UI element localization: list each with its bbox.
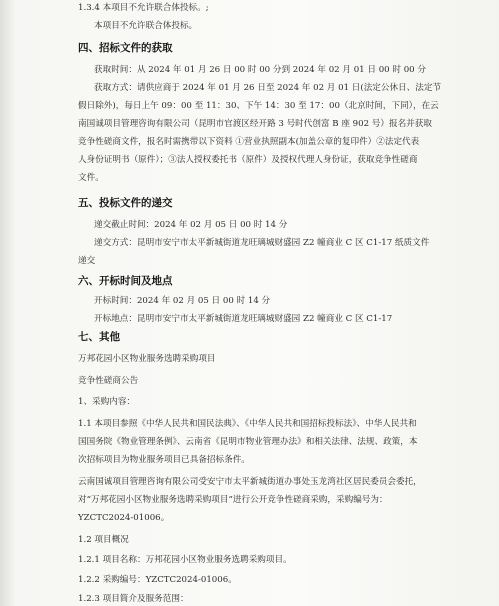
acquisition-method-line-2: 假日除外)，每日上午 09：00 至 11：30、下午 14：30 至 17：00（北京时间，下同），在云 (78, 101, 439, 111)
acquisition-method-line-5: 人身份证明书（原件）；③法人授权委托书（原件）及授权代理人身份证，获取竞争性磋商 (78, 155, 418, 165)
opening-location: 开标地点：昆明市安宁市太平新城街道龙旺璃城财盛园 Z2 幢商业 C 区 C1-17 (94, 314, 393, 324)
clause-1-1-line-2: 国国务院《物业管理条例》、云南省《昆明市物业管理办法》和相关法律、法规、政策，本 (78, 437, 418, 447)
acquisition-method-line-1: 获取方式：请供应商于 2024 年 01 月 26 日至 2024 年 02 月 01 日(法定公休日、法定节 (94, 83, 442, 93)
project-title: 万邦花园小区物业服务选聘采购项目 (78, 354, 216, 364)
no-consortium-text: 本项目不允许联合体投标。 (94, 21, 198, 31)
commission-line-1: 云南国诚项目管理咨询有限公司受安宁市太平新城街道办事处玉龙湾社区居民委员会委托， (78, 477, 422, 487)
clause-1-2-3: 1.2.3 项目简介及服务范围： (78, 594, 189, 604)
clause-1-2-heading: 1.2 项目概况 (78, 535, 129, 545)
heading-section-4: 四、招标文件的获取 (78, 42, 173, 54)
clause-1-1-line-1: 1.1 本项目参照《中华人民共和国民法典》、《中华人民共和国招标投标法》、中华人民共和 (78, 419, 417, 429)
opening-time: 开标时间：2024 年 02 月 05 日 00 时 14 分 (94, 296, 271, 306)
heading-section-5: 五、投标文件的递交 (78, 197, 173, 209)
submission-method-line-2: 递交 (78, 256, 96, 266)
page-crease-shadow (0, 0, 16, 606)
procurement-number: YZCTC2024-01006。 (78, 513, 170, 523)
acquisition-method-line-6: 文件。 (78, 173, 104, 183)
submission-deadline: 递交截止时间：2024 年 02 月 05 日 00 时 14 分 (94, 220, 288, 230)
heading-section-7: 七、其他 (78, 331, 120, 343)
acquisition-method-line-4: 竞争性磋商文件，报名时需携带以下资料 ①营业执照副本(加盖公章的复印件）②法定代表 (78, 137, 420, 147)
announcement-title: 竞争性磋商公告 (78, 376, 139, 386)
clause-1-3-4: 1.3.4 本项目不允许联合体投标。; (78, 3, 209, 13)
acquisition-method-line-3: 南国诚项目管理咨询有限公司（昆明市官渡区经开路 3 号时代创富 B 座 902 号）报名并获取 (78, 119, 432, 129)
heading-section-6: 六、开标时间及地点 (78, 275, 173, 287)
commission-line-2: 对“万邦花园小区物业服务选聘采购项目”进行公开竞争性磋商采购，采购编号为： (78, 495, 388, 505)
clause-1-2-1: 1.2.1 项目名称：万邦花园小区物业服务选聘采购项目。 (78, 555, 292, 565)
submission-method-line-1: 递交方式：昆明市安宁市太平新城街道龙旺璃城财盛园 Z2 幢商业 C 区 C1-17 纸质文件 (94, 238, 430, 248)
clause-1-2-2: 1.2.2 采购编号：YZCTC2024-01006。 (78, 575, 237, 585)
clause-1-1-line-3: 次招标项目为物业服务项目已具备招标条件。 (78, 455, 250, 465)
procurement-content-heading: 1、采购内容： (78, 397, 136, 407)
acquisition-time: 获取时间：从 2024 年 01 月 26 日 00 时 00 分到 2024 年 02 月 01 日 00 时 00 分 (94, 65, 426, 75)
